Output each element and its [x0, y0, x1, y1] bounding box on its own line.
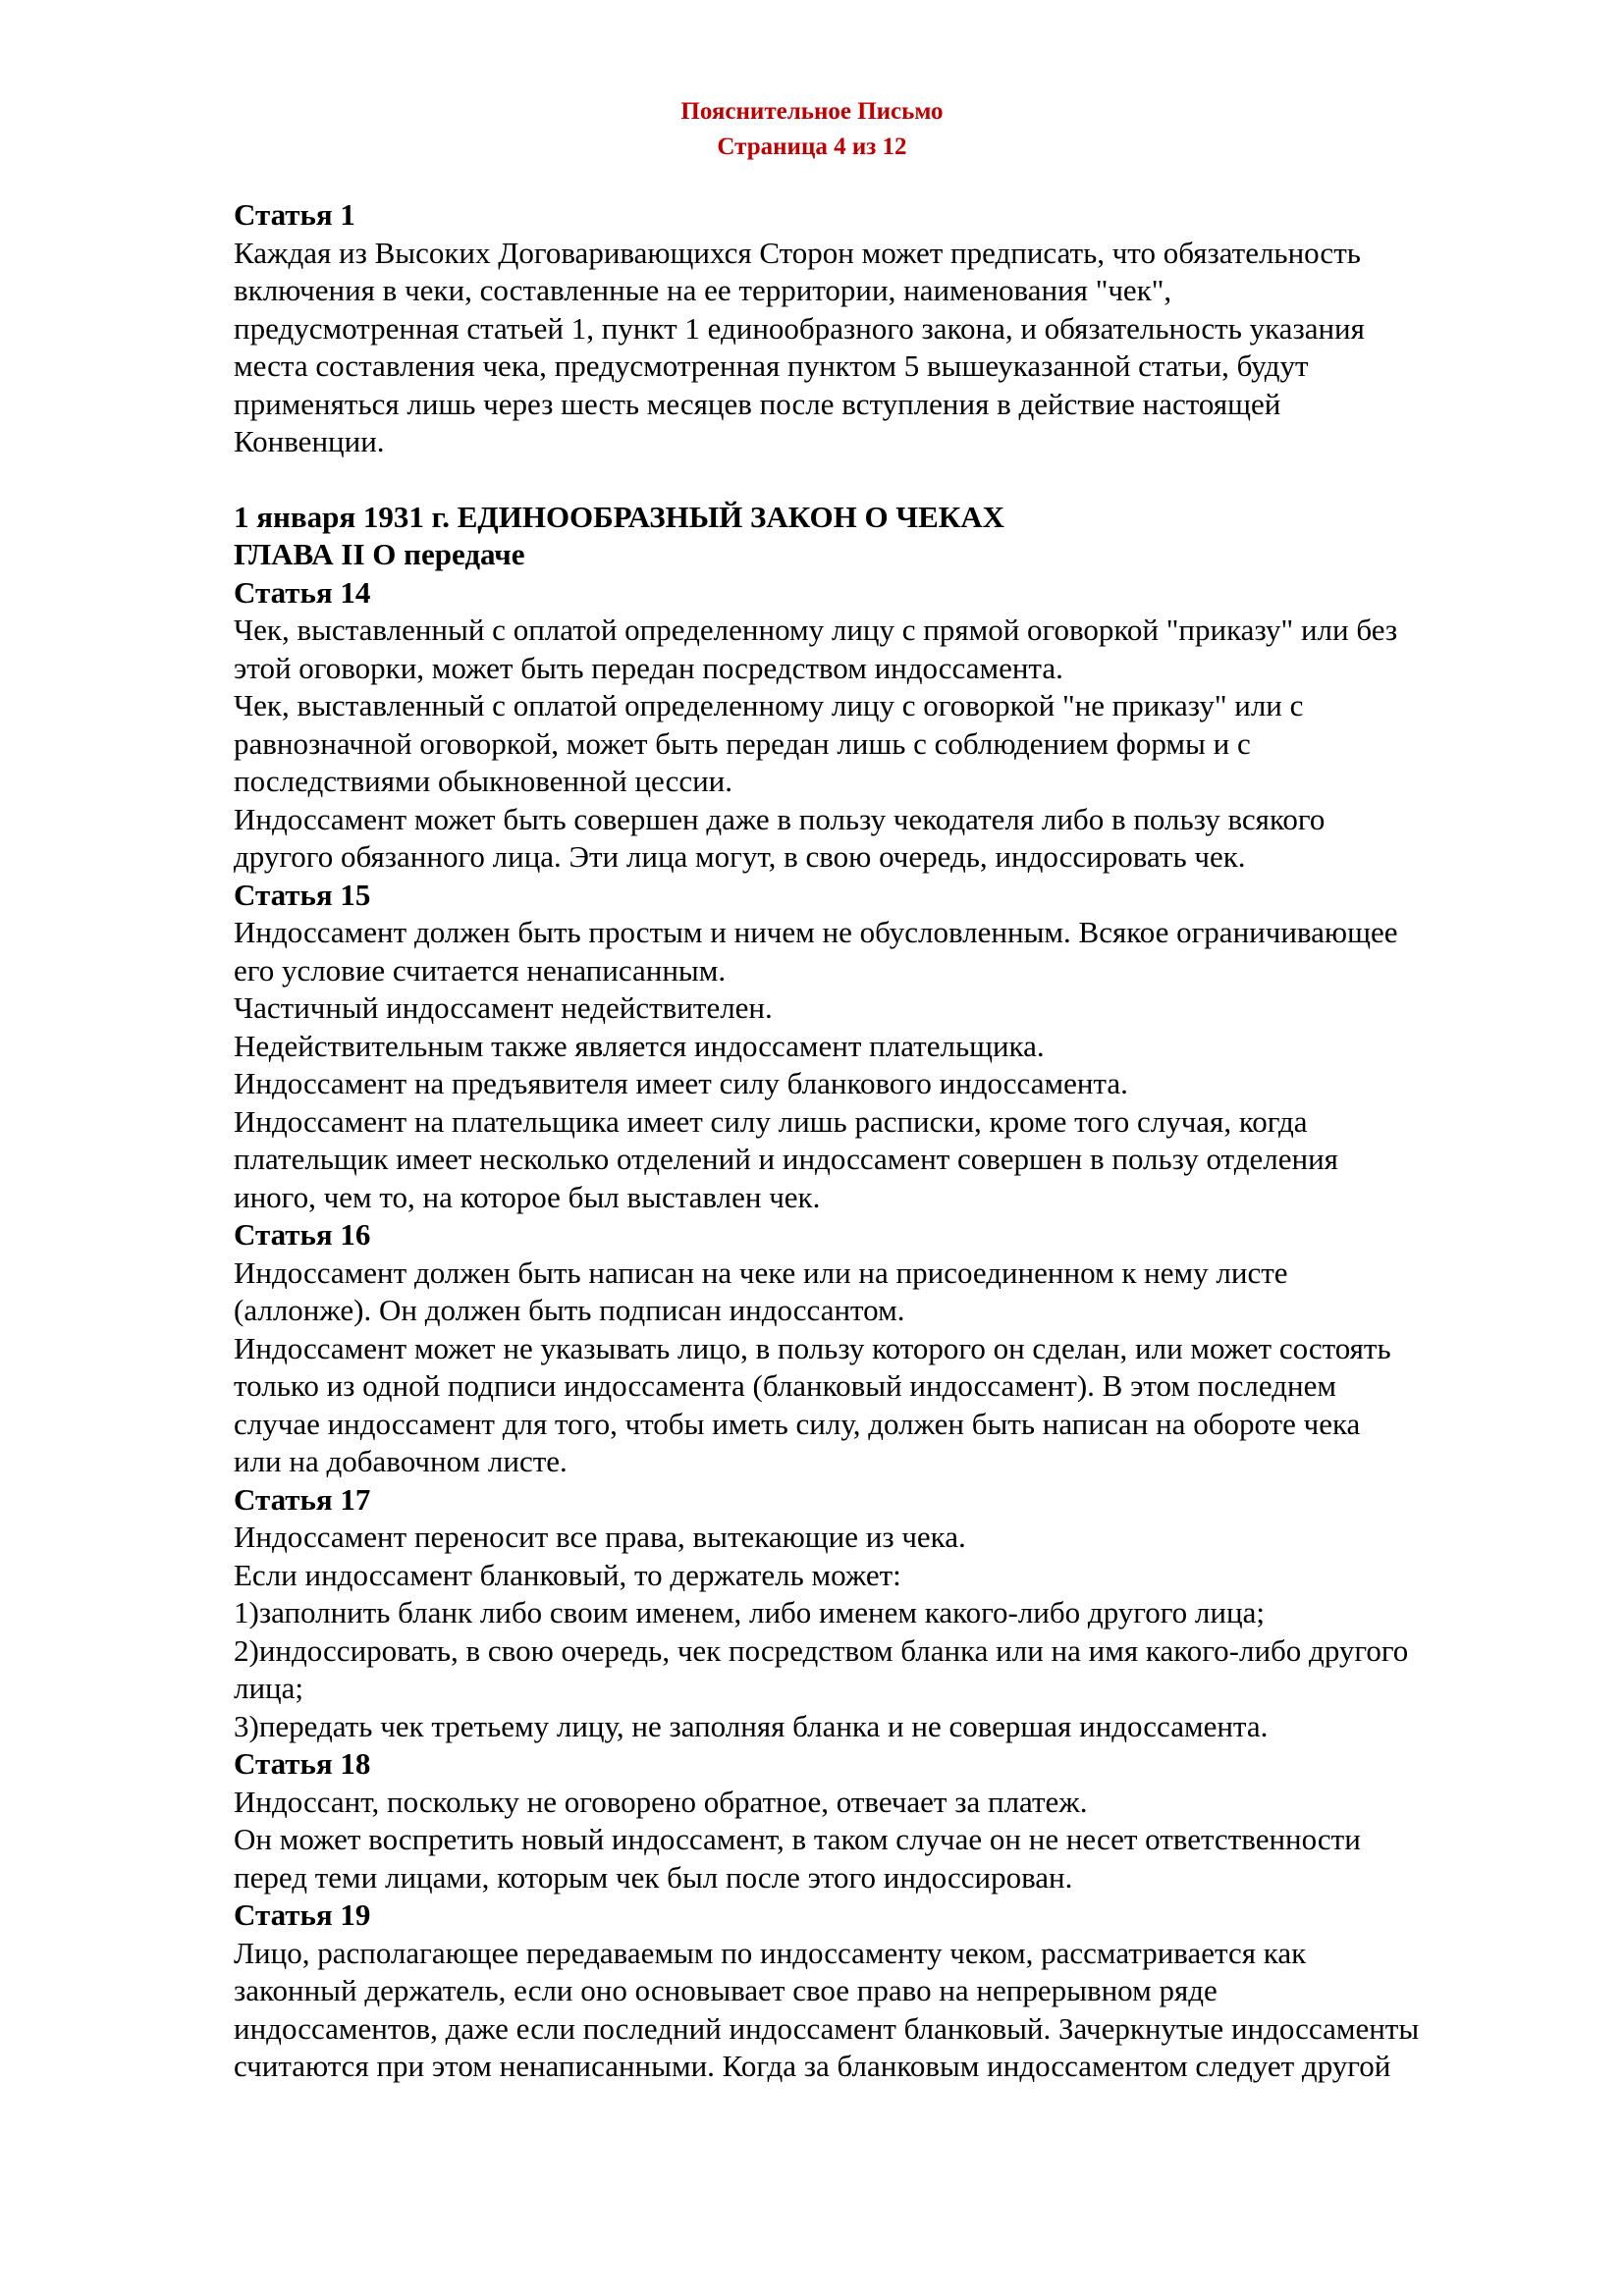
- text-line: Чек, выставленный с оплатой определенному лицу с прямой оговоркой "приказу" или без: [234, 613, 1398, 647]
- article-19: [234, 1896, 1540, 2086]
- text-line: Индоссамент может не указывать лицо, в пользу которого он сделан, или может состоять: [234, 1330, 1391, 1365]
- text-line: Лицо, располагающее передаваемым по индоссаменту чеком, рассматривается как: [234, 1935, 1307, 1970]
- text-line: случае индоссамент для того, чтобы иметь силу, должен быть написан на обороте чека: [234, 1406, 1361, 1441]
- text-line: 3)передать чек третьему лицу, не заполняя бланка и не совершая индоссамента.: [234, 1708, 1269, 1743]
- text-line: Индоссамент на предъявителя имеет силу бланкового индоссамента.: [234, 1066, 1128, 1100]
- text-line: 1)заполнить бланк либо своим именем, либо именем какого-либо другого лица;: [234, 1595, 1265, 1629]
- text-line: Индоссамент переносит все права, вытекающие из чека.: [234, 1520, 966, 1554]
- article-17: [234, 1481, 1540, 1746]
- text-line: плательщик имеет несколько отделений и индоссамент совершен в пользу отделения: [234, 1142, 1338, 1176]
- article-heading: Статья 15: [234, 877, 371, 912]
- text-line: Индоссамент может быть совершен даже в пользу чекодателя либо в пользу всякого: [234, 801, 1326, 836]
- article-heading: Статья 16: [234, 1217, 371, 1252]
- document-title: Пояснительное Письмо: [680, 98, 944, 125]
- text-line: последствиями обыкновенной цессии.: [234, 764, 733, 798]
- text-line: предусмотренная статьей 1, пункт 1 единообразного закона, и обязательность указания: [234, 310, 1365, 346]
- text-line: Он может воспретить новый индоссамент, в таком случае он не несет ответственности: [234, 1822, 1361, 1856]
- law-title: 1 января 1931 г. ЕДИНООБРАЗНЫЙ ЗАКОН О ЧЕКАХ: [234, 499, 1005, 534]
- convention-article: [234, 196, 1540, 461]
- text-line: индоссаментов, даже если последний индоссамент бланковый. Зачеркнутые индоссаменты: [234, 2010, 1420, 2046]
- article-16: [234, 1216, 1540, 1481]
- text-line: перед теми лицами, которым чек был после этого индоссирован.: [234, 1859, 1073, 1895]
- text-line: Недействительным также является индоссамент плательщика.: [234, 1028, 1045, 1063]
- text-line: применяться лишь через шесть месяцев после вступления в действие настоящей: [234, 386, 1281, 421]
- text-line: другого обязанного лица. Эти лица могут, в свою очередь, индоссировать чек.: [234, 839, 1246, 874]
- article-18: [234, 1745, 1540, 1896]
- text-line: только из одной подписи индоссамента (бланковый индоссамент). В этом последнем: [234, 1368, 1336, 1403]
- text-line: иного, чем то, на которое был выставлен чек.: [234, 1179, 821, 1214]
- section-spacer: [234, 461, 1540, 499]
- text-line: Индоссамент должен быть простым и ничем не обусловленным. Всякое ограничивающее: [234, 915, 1398, 949]
- article-15: [234, 877, 1540, 1217]
- page-header: [0, 94, 1624, 165]
- chapter-heading: ГЛАВА II О передаче: [234, 537, 525, 571]
- text-line: его условие считается ненаписанным.: [234, 952, 727, 988]
- text-line: Чек, выставленный с оплатой определенному лицу с оговоркой "не приказу" или с: [234, 688, 1304, 722]
- text-line: законный держатель, если оно основывает свое право на непрерывном ряде: [234, 1973, 1218, 2007]
- article-heading: Статья 14: [234, 574, 371, 610]
- text-line: или на добавочном листе.: [234, 1444, 568, 1478]
- text-line: считаются при этом ненаписанными. Когда за бланковым индоссаментом следует другой: [234, 2049, 1391, 2083]
- text-line: места составления чека, предусмотренная пунктом 5 вышеуказанной статьи, будут: [234, 348, 1309, 383]
- article-14: [234, 574, 1540, 877]
- article-heading: Статья 17: [234, 1481, 371, 1517]
- text-line: Индоссамент на плательщика имеет силу лишь расписки, кроме того случая, когда: [234, 1103, 1308, 1139]
- text-line: этой оговорки, может быть передан посредством индоссамента.: [234, 650, 1063, 685]
- text-line: Если индоссамент бланковый, то держатель может:: [234, 1557, 901, 1592]
- article-heading: Статья 19: [234, 1897, 371, 1932]
- text-line: Индоссамент должен быть написан на чеке или на присоединенном к нему листе: [234, 1255, 1288, 1290]
- text-line: (аллонже). Он должен быть подписан индоссантом.: [234, 1293, 905, 1327]
- text-line: включения в чеки, составленные на ее территории, наименования "чек",: [234, 273, 1172, 307]
- document-body: [234, 196, 1540, 2086]
- text-line: Индоссант, поскольку не оговорено обратное, отвечает за платеж.: [234, 1784, 1088, 1819]
- page-number: Страница 4 из 12: [717, 133, 907, 160]
- text-line: Каждая из Высоких Договаривающихся Сторон может предписать, что обязательность: [234, 235, 1361, 270]
- text-line: Частичный индоссамент недействителен.: [234, 990, 773, 1025]
- article-heading: Статья 18: [234, 1746, 371, 1781]
- text-line: лица;: [234, 1671, 304, 1705]
- text-line: равнозначной оговоркой, может быть передан лишь с соблюдением формы и с: [234, 725, 1251, 761]
- text-line: Конвенции.: [234, 424, 385, 458]
- article-heading: Статья 1: [234, 197, 355, 232]
- text-line: 2)индоссировать, в свою очередь, чек посредством бланка или на имя какого-либо другого: [234, 1632, 1409, 1668]
